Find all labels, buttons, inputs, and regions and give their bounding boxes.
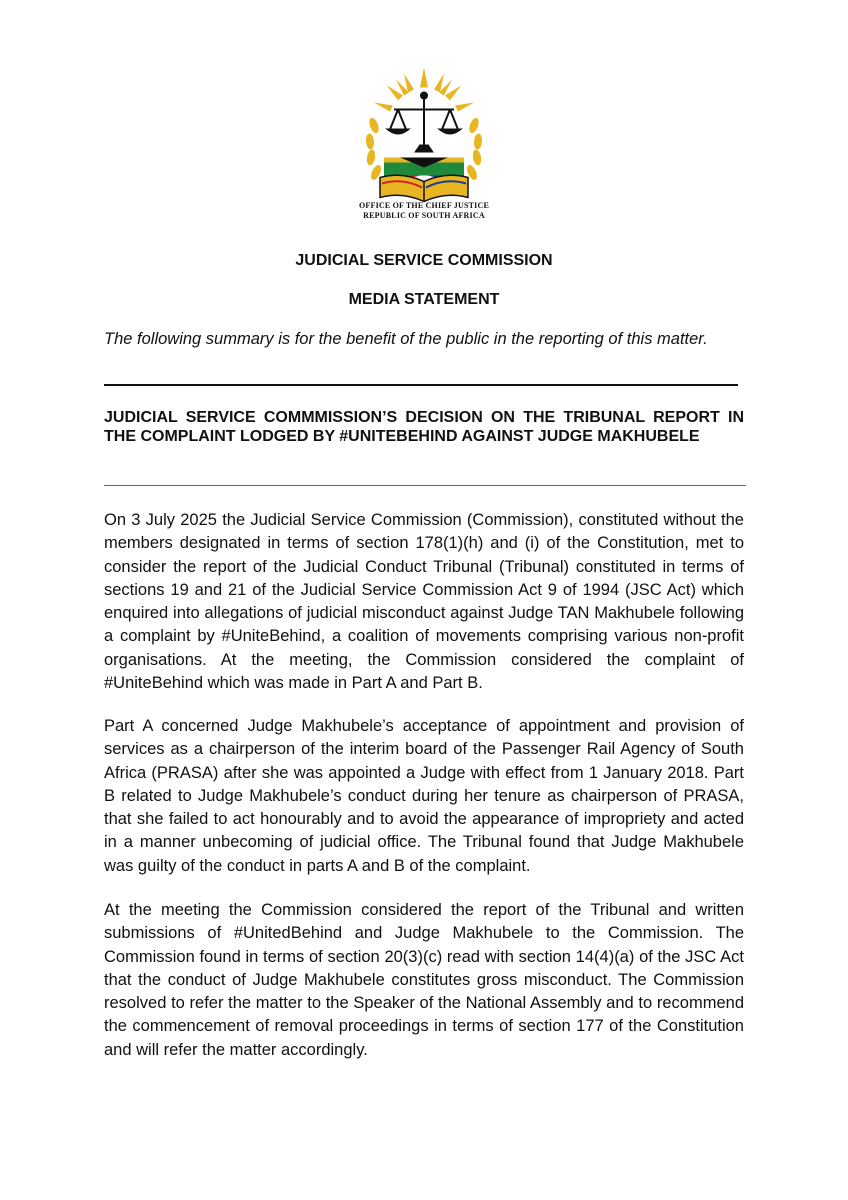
emblem-caption-line-1: OFFICE OF THE CHIEF JUSTICE: [358, 201, 489, 210]
office-of-chief-justice-emblem: [360, 58, 488, 223]
emblem-caption-line-2: REPUBLIC OF SOUTH AFRICA: [363, 211, 485, 220]
body-paragraph-1: On 3 July 2025 the Judicial Service Commission (Commission), constituted without the members designated in terms of section 178(1)(h) and (i) of the Constitution, met to consider the report of the Judicial Conduct Tribunal (Tribunal) constituted in terms of sections 19 and 21 of the Judicial Service Commission Act 9 of 1994 (JSC Act) which enquired into allegations of judicial misconduct against Judge TAN Makhubele following a complaint by #UniteBehind, a coalition of movements comprising various non-profit organisations. At the meeting, the Commission considered the complaint of #UniteBehind which was made in Part A and Part B.: [104, 511, 744, 693]
emblem-caption: [340, 201, 508, 221]
document-title: JUDICIAL SERVICE COMMISSION: [295, 252, 553, 269]
subject-heading: JUDICIAL SERVICE COMMMISSION’S DECISION ON THE TRIBUNAL REPORT IN THE COMPLAINT LODGED BY #UNITEBEHIND AGAINST JUDGE MAKHUBELE: [104, 409, 744, 445]
body-paragraph-2: Part A concerned Judge Makhubele’s acceptance of appointment and provision of services as a chairperson of the interim board of the Passenger Rail Agency of South Africa (PRASA) after she was appointed a Judge with effect from 1 January 2018. Part B related to Judge Makhubele’s conduct during her tenure as chairperson of PRASA, that she failed to act honourably and to avoid the appearance of impropriety and acted in a manner unbecoming of judicial office. The Tribunal found that Judge Makhubele was guilty of the conduct in parts A and B of the complaint.: [104, 717, 744, 875]
open-book-icon: [380, 175, 468, 201]
intro-statement: The following summary is for the benefit of the public in the reporting of this matter.: [104, 330, 708, 348]
divider-line: [104, 384, 738, 386]
scales-of-justice-icon: [388, 93, 460, 152]
document-subtitle: MEDIA STATEMENT: [348, 291, 500, 308]
subject-underline: [104, 485, 746, 486]
body-paragraph-3: At the meeting the Commission considered the report of the Tribunal and written submissions of #UnitedBehind and Judge Makhubele to the Commission. The Commission found in terms of section 20(3)(c) read with section 14(4)(a) of the JSC Act that the conduct of Judge Makhubele constitutes gross misconduct. The Commission resolved to refer the matter to the Speaker of the National Assembly and to recommend the commencement of removal proceedings in terms of section 177 of the Constitution and will refer the matter accordingly.: [104, 901, 744, 1059]
